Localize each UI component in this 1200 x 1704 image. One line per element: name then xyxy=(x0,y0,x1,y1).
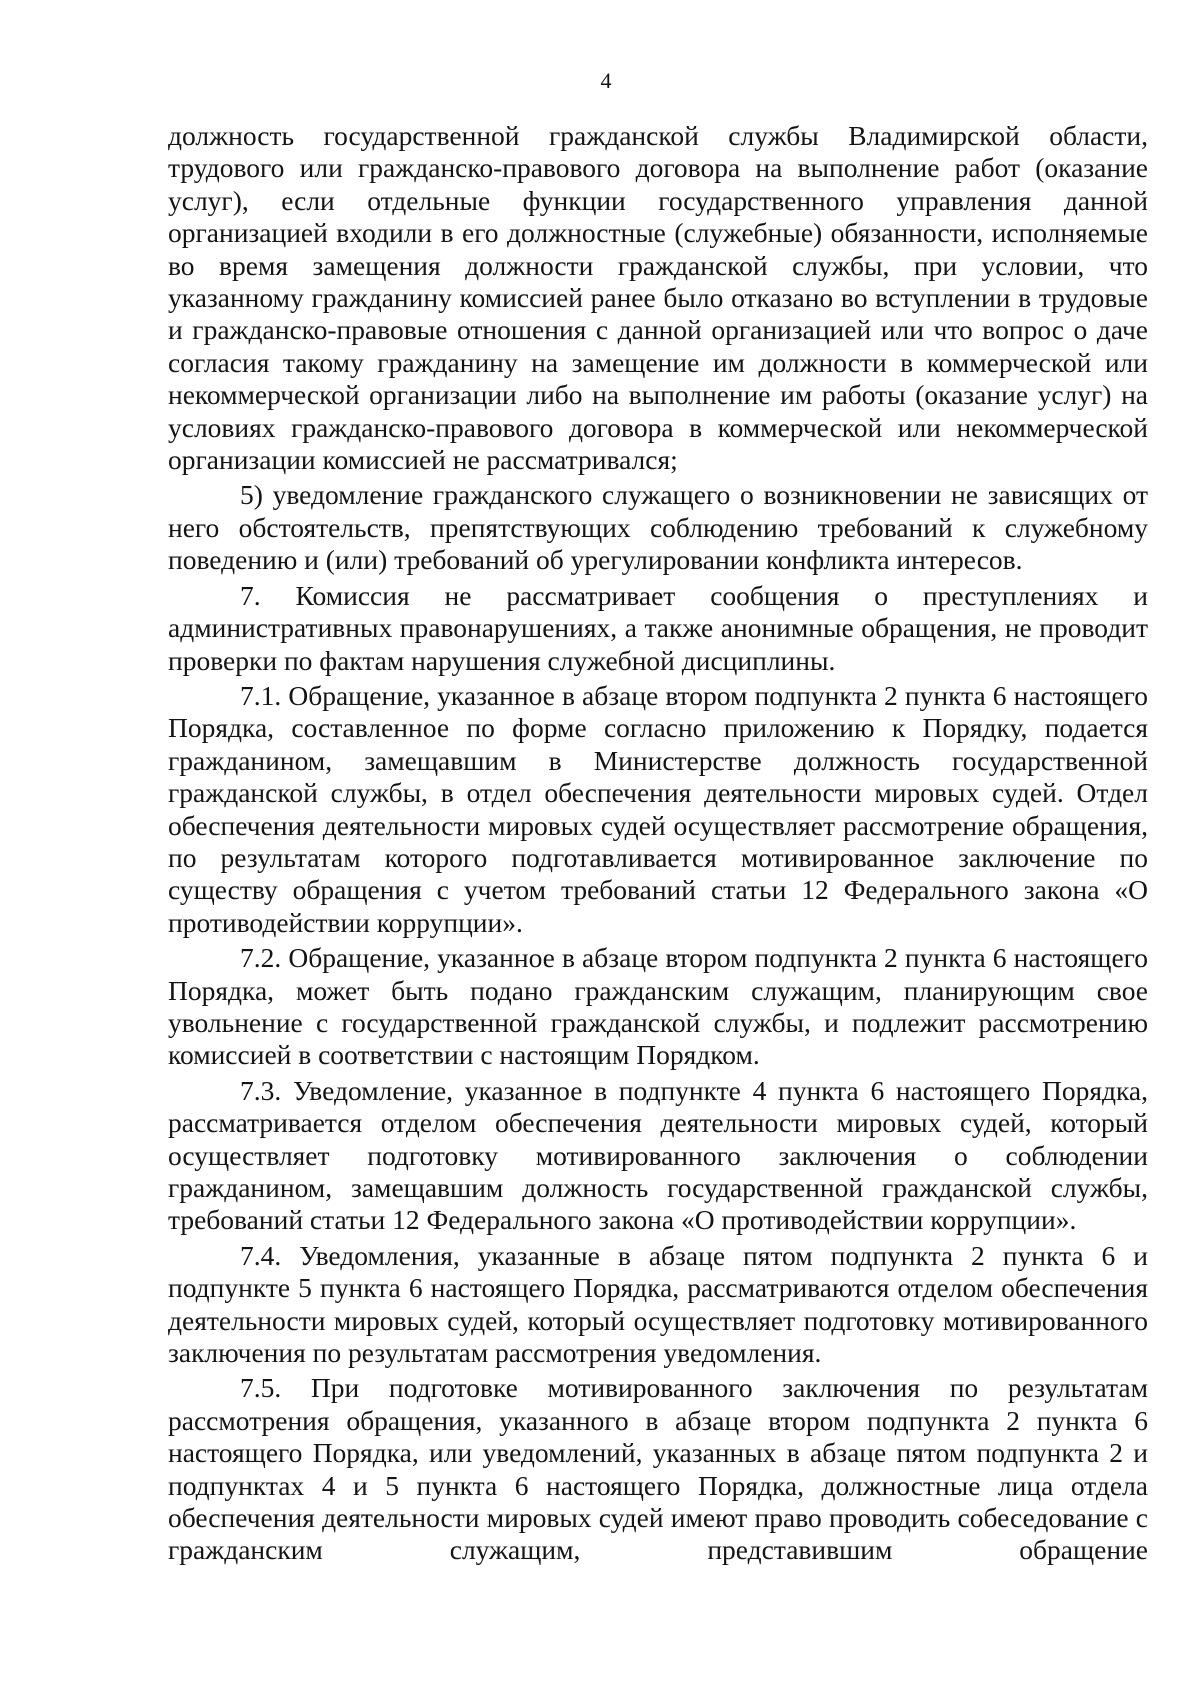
document-body xyxy=(168,120,1148,1567)
paragraph-item-5: 5) уведомление гражданского служащего о возникновении не зависящих от него обстоятельств, препятствующих соблюдению требований к служебному поведению и (или) требований об урегулировании конфликта интересов. xyxy=(168,479,1148,576)
paragraph-7-4: 7.4. Уведомления, указанные в абзаце пятом подпункта 2 пункта 6 и подпункте 5 пункта 6 настоящего Порядка, рассматриваются отделом обеспечения деятельности мировых судей, который осуществляет подготовку мотивированного заключения по результатам рассмотрения уведомления. xyxy=(168,1239,1148,1369)
paragraph-7-5: 7.5. При подготовке мотивированного заключения по результатам рассмотрения обращения, указанного в абзаце втором подпункта 2 пункта 6 настоящего Порядка, или уведомлений, указанных в абзаце пятом подпункта 2 и подпунктах 4 и 5 пункта 6 настоящего Порядка, должностные лица отдела обеспечения деятельности мировых судей имеют право проводить собеседование с гражданским служащим, представившим обращение xyxy=(168,1372,1148,1566)
paragraph-7-1: 7.1. Обращение, указанное в абзаце втором подпункта 2 пункта 6 настоящего Порядка, составленное по форме согласно приложению к Порядку, подается гражданином, замещавшим в Министерстве должность государственной гражданской службы, в отдел обеспечения деятельности мировых судей. Отдел обеспечения деятельности мировых судей осуществляет рассмотрение обращения, по результатам которого подготавливается мотивированное заключение по существу обращения с учетом требований статьи 12 Федерального закона «О противодействии коррупции». xyxy=(168,679,1148,938)
page-number: 4 xyxy=(600,68,612,93)
paragraph-7-3: 7.3. Уведомление, указанное в подпункте 4 пункта 6 настоящего Порядка, рассматривается отделом обеспечения деятельности мировых судей, который осуществляет подготовку мотивированного заключения о соблюдении гражданином, замещавшим должность государственной гражданской службы, требований статьи 12 Федерального закона «О противодействии коррупции». xyxy=(168,1074,1148,1236)
paragraph-continuation: должность государственной гражданской службы Владимирской области, трудового или гражданско-правового договора на выполнение работ (оказание услуг), если отдельные функции государственного управления данной организацией входили в его должностные (служебные) обязанности, исполняемые во время замещения должности гражданской службы, при условии, что указанному гражданину комиссией ранее было отказано во вступлении в трудовые и гражданско-правовые отношения с данной организацией или что вопрос о даче согласия такому гражданину на замещение им должности в коммерческой или некоммерческой организации либо на выполнение им работы (оказание услуг) на условиях гражданско-правового договора в коммерческой или некоммерческой организации комиссией не рассматривался; xyxy=(168,120,1148,476)
paragraph-7: 7. Комиссия не рассматривает сообщения о преступлениях и административных правонарушениях, а также анонимные обращения, не проводит проверки по фактам нарушения служебной дисциплины. xyxy=(168,579,1148,676)
paragraph-7-2: 7.2. Обращение, указанное в абзаце втором подпункта 2 пункта 6 настоящего Порядка, может быть подано гражданским служащим, планирующим свое увольнение с государственной гражданской службы, и подлежит рассмотрению комиссией в соответствии с настоящим Порядком. xyxy=(168,942,1148,1071)
